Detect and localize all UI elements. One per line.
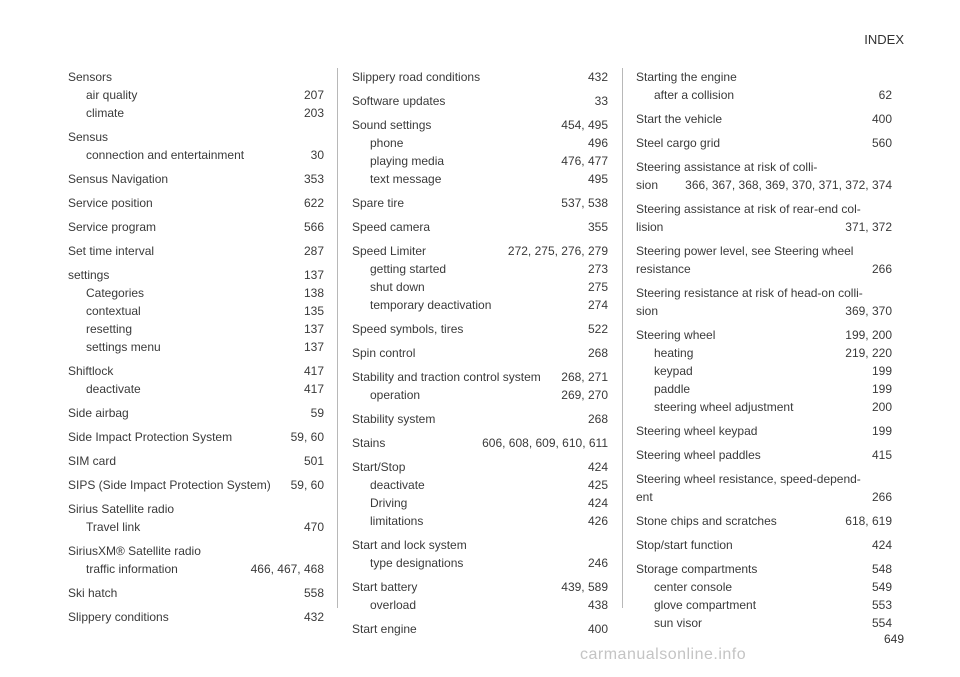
index-pages: 275	[587, 280, 608, 294]
index-subentry	[352, 134, 608, 152]
watermark: carmanualsonline.info	[580, 646, 747, 663]
column-divider	[337, 68, 338, 608]
index-entry	[352, 434, 608, 452]
index-entry	[636, 560, 892, 632]
index-subterm: settings menu	[86, 340, 161, 354]
index-pages: 537, 538	[561, 196, 608, 210]
index-entry	[352, 194, 608, 212]
index-subterm: steering wheel adjustment	[654, 400, 794, 414]
index-term: Starting the engine	[636, 70, 737, 84]
index-term: Start/Stop	[352, 460, 406, 474]
index-pages: 274	[587, 298, 608, 312]
index-subentry	[636, 344, 892, 362]
index-pages: 560	[871, 136, 892, 150]
index-term: Sound settings	[352, 118, 432, 132]
index-term: Storage compartments	[636, 562, 758, 576]
index-term: Sirius Satellite radio	[68, 502, 175, 516]
index-subentry	[352, 386, 608, 404]
index-pages: 30	[310, 148, 324, 162]
index-pages: 439, 589	[561, 580, 608, 594]
index-term: lision	[636, 220, 664, 234]
index-term: Stone chips and scratches	[636, 514, 777, 528]
index-entry	[352, 242, 608, 314]
index-subentry	[68, 320, 324, 338]
index-pages: 549	[871, 580, 892, 594]
index-term: SiriusXM® Satellite radio	[68, 544, 201, 558]
index-row	[352, 92, 608, 110]
index-subentry	[68, 284, 324, 302]
index-subentry	[68, 380, 324, 398]
index-entry	[352, 68, 608, 86]
index-pages: 566	[303, 220, 324, 234]
index-subterm: after a collision	[654, 88, 735, 102]
index-term: Shiftlock	[68, 364, 114, 378]
index-pages: 371, 372	[845, 220, 892, 234]
index-pages: 466, 467, 468	[250, 562, 324, 576]
index-row	[352, 116, 608, 134]
index-subentry	[68, 86, 324, 104]
index-row	[68, 68, 324, 86]
index-row	[68, 500, 324, 518]
index-subentry	[68, 518, 324, 536]
index-pages: 203	[303, 106, 324, 120]
index-entry	[636, 326, 892, 416]
index-entry	[636, 110, 892, 128]
index-pages: 496	[587, 136, 608, 150]
index-row	[68, 362, 324, 380]
index-subterm: getting started	[370, 262, 447, 276]
index-subentry	[636, 398, 892, 416]
index-entry	[636, 134, 892, 152]
index-entry	[636, 536, 892, 554]
index-row	[636, 218, 892, 236]
index-term: ent	[636, 490, 653, 504]
index-column-1	[68, 68, 324, 632]
index-row	[636, 326, 892, 344]
index-pages: 476, 477	[561, 154, 608, 168]
index-pages: 622	[303, 196, 324, 210]
index-pages: 400	[587, 622, 608, 636]
index-subentry	[636, 578, 892, 596]
index-row	[352, 368, 608, 386]
index-subterm: climate	[86, 106, 125, 120]
index-row	[636, 110, 892, 128]
index-term: Slippery road conditions	[352, 70, 481, 84]
index-row	[352, 434, 608, 452]
index-term: Spin control	[352, 346, 416, 360]
index-pages: 59	[310, 406, 324, 420]
index-entry	[68, 68, 324, 122]
index-pages: 553	[871, 598, 892, 612]
index-term: Steering resistance at risk of head-on colli-	[636, 286, 863, 300]
index-pages: 426	[587, 514, 608, 528]
index-subterm: operation	[370, 388, 421, 402]
index-term: Service position	[68, 196, 153, 210]
index-subterm: sun visor	[654, 616, 703, 630]
index-entry	[68, 452, 324, 470]
index-pages: 268, 271	[561, 370, 608, 384]
index-subentry	[636, 614, 892, 632]
index-subentry	[352, 494, 608, 512]
index-pages: 425	[587, 478, 608, 492]
index-subentry	[636, 86, 892, 104]
index-term: SIM card	[68, 454, 117, 468]
index-row	[68, 476, 324, 494]
index-pages: 415	[871, 448, 892, 462]
index-pages: 273	[587, 262, 608, 276]
index-term: resistance	[636, 262, 691, 276]
index-row	[636, 536, 892, 554]
index-row	[636, 260, 892, 278]
index-row	[352, 536, 608, 554]
index-pages: 424	[587, 460, 608, 474]
index-term: SIPS (Side Impact Protection System)	[68, 478, 271, 492]
index-term: Steering power level, see Steering wheel	[636, 244, 854, 258]
index-pages: 200	[871, 400, 892, 414]
index-term: Start engine	[352, 622, 417, 636]
index-row	[68, 404, 324, 422]
index-row	[636, 512, 892, 530]
index-row	[636, 422, 892, 440]
index-subentry	[636, 362, 892, 380]
index-term: Start the vehicle	[636, 112, 723, 126]
index-row	[352, 218, 608, 236]
index-entry	[352, 578, 608, 614]
index-subterm: contextual	[86, 304, 141, 318]
index-row	[352, 194, 608, 212]
index-pages: 454, 495	[561, 118, 608, 132]
index-subentry	[68, 146, 324, 164]
index-subterm: deactivate	[370, 478, 425, 492]
index-entry	[68, 194, 324, 212]
index-subentry	[68, 302, 324, 320]
index-pages: 266	[871, 490, 892, 504]
index-entry	[352, 92, 608, 110]
index-pages: 353	[303, 172, 324, 186]
index-entry	[352, 458, 608, 530]
index-entry	[68, 242, 324, 260]
index-term: Steering assistance at risk of colli-	[636, 160, 818, 174]
index-subterm: Travel link	[86, 520, 141, 534]
index-row	[68, 608, 324, 626]
index-subentry	[352, 170, 608, 188]
index-pages: 269, 270	[561, 388, 608, 402]
index-subterm: connection and entertainment	[86, 148, 245, 162]
index-term: settings	[68, 268, 110, 282]
index-subterm: keypad	[654, 364, 693, 378]
index-entry	[636, 470, 892, 506]
index-subentry	[68, 560, 324, 578]
index-entry	[68, 128, 324, 164]
index-subterm: center console	[654, 580, 733, 594]
index-subterm: glove compartment	[654, 598, 757, 612]
index-row	[68, 584, 324, 602]
index-row	[352, 344, 608, 362]
index-entry	[636, 242, 892, 278]
index-subterm: air quality	[86, 88, 138, 102]
index-term: Slippery conditions	[68, 610, 169, 624]
index-subterm: heating	[654, 346, 694, 360]
index-subentry	[352, 554, 608, 572]
index-row	[636, 446, 892, 464]
index-term: Stability system	[352, 412, 436, 426]
index-pages: 199	[871, 382, 892, 396]
index-subterm: limitations	[370, 514, 424, 528]
index-entry	[68, 500, 324, 536]
index-row	[636, 302, 892, 320]
index-pages: 135	[303, 304, 324, 318]
index-row	[352, 578, 608, 596]
index-term: Steel cargo grid	[636, 136, 721, 150]
index-pages: 59, 60	[290, 478, 324, 492]
index-row	[68, 242, 324, 260]
index-entry	[636, 200, 892, 236]
index-entry	[352, 410, 608, 428]
index-entry	[68, 266, 324, 356]
index-pages: 33	[594, 94, 608, 108]
index-entry	[68, 428, 324, 446]
index-row	[352, 410, 608, 428]
index-subentry	[352, 278, 608, 296]
index-subentry	[636, 380, 892, 398]
index-subterm: temporary deactivation	[370, 298, 492, 312]
index-pages: 207	[303, 88, 324, 102]
index-pages: 432	[303, 610, 324, 624]
index-pages: 199, 200	[845, 328, 892, 342]
index-subterm: Categories	[86, 286, 145, 300]
index-pages: 417	[303, 364, 324, 378]
index-pages: 137	[303, 322, 324, 336]
index-term: Service program	[68, 220, 157, 234]
index-pages: 417	[303, 382, 324, 396]
index-entry	[352, 368, 608, 404]
index-term: Sensus Navigation	[68, 172, 169, 186]
index-entry	[352, 320, 608, 338]
index-entry	[636, 158, 892, 194]
index-entry	[352, 218, 608, 236]
index-pages: 424	[871, 538, 892, 552]
index-column-3	[636, 68, 892, 638]
index-subentry	[68, 104, 324, 122]
index-pages: 558	[303, 586, 324, 600]
index-entry	[68, 542, 324, 578]
index-term: Set time interval	[68, 244, 155, 258]
index-entry	[68, 170, 324, 188]
index-subterm: type designations	[370, 556, 464, 570]
index-pages: 355	[587, 220, 608, 234]
index-pages: 501	[303, 454, 324, 468]
page-number: 649	[883, 632, 904, 646]
index-row	[636, 488, 892, 506]
index-term: sion	[636, 304, 659, 318]
page-header-title: INDEX	[864, 32, 904, 47]
index-pages: 495	[587, 172, 608, 186]
index-column-2	[352, 68, 608, 644]
index-pages: 246	[587, 556, 608, 570]
index-term: Spare tire	[352, 196, 405, 210]
index-pages: 199	[871, 424, 892, 438]
index-pages: 268	[587, 412, 608, 426]
index-row	[68, 452, 324, 470]
index-pages: 266	[871, 262, 892, 276]
index-pages: 369, 370	[845, 304, 892, 318]
index-subterm: playing media	[370, 154, 445, 168]
index-row	[68, 128, 324, 146]
index-subterm: shut down	[370, 280, 425, 294]
index-term: Side Impact Protection System	[68, 430, 233, 444]
index-subterm: overload	[370, 598, 417, 612]
index-term: Speed symbols, tires	[352, 322, 464, 336]
index-subentry	[68, 338, 324, 356]
index-term: Stability and traction control system	[352, 370, 541, 384]
index-row	[68, 218, 324, 236]
index-entry	[68, 608, 324, 626]
index-term: Sensus	[68, 130, 109, 144]
index-pages: 438	[587, 598, 608, 612]
index-entry	[352, 344, 608, 362]
index-entry	[68, 218, 324, 236]
index-term: sion	[636, 178, 659, 192]
index-row	[68, 428, 324, 446]
index-term: Ski hatch	[68, 586, 118, 600]
index-row	[352, 458, 608, 476]
index-pages: 219, 220	[845, 346, 892, 360]
index-entry	[636, 284, 892, 320]
index-entry	[352, 620, 608, 638]
index-pages: 522	[587, 322, 608, 336]
index-term: Steering wheel resistance, speed-depend-	[636, 472, 861, 486]
index-term: Software updates	[352, 94, 446, 108]
index-entry	[68, 362, 324, 398]
index-entry	[636, 422, 892, 440]
index-row	[636, 176, 892, 194]
index-row	[68, 170, 324, 188]
index-row	[352, 620, 608, 638]
column-divider	[622, 68, 623, 608]
index-subterm: resetting	[86, 322, 133, 336]
index-term: Stop/start function	[636, 538, 733, 552]
index-pages: 554	[871, 616, 892, 630]
index-subterm: deactivate	[86, 382, 141, 396]
index-term: Start and lock system	[352, 538, 467, 552]
index-pages: 199	[871, 364, 892, 378]
index-pages: 548	[871, 562, 892, 576]
index-entry	[68, 584, 324, 602]
index-term: Sensors	[68, 70, 113, 84]
index-pages: 287	[303, 244, 324, 258]
index-entry	[352, 116, 608, 188]
index-term: Start battery	[352, 580, 418, 594]
index-term: Steering wheel	[636, 328, 716, 342]
index-pages: 400	[871, 112, 892, 126]
index-pages: 606, 608, 609, 610, 611	[482, 436, 608, 450]
index-pages: 268	[587, 346, 608, 360]
index-row	[68, 542, 324, 560]
index-subentry	[352, 296, 608, 314]
index-pages: 618, 619	[845, 514, 892, 528]
index-subterm: traffic information	[86, 562, 178, 576]
index-row	[636, 68, 892, 86]
index-entry	[636, 446, 892, 464]
index-subentry	[352, 476, 608, 494]
index-term: Steering wheel paddles	[636, 448, 761, 462]
index-pages: 424	[587, 496, 608, 510]
index-row	[68, 266, 324, 284]
index-row	[636, 560, 892, 578]
index-term: Stains	[352, 436, 386, 450]
index-subentry	[636, 596, 892, 614]
index-row	[636, 134, 892, 152]
index-entry	[636, 512, 892, 530]
index-subterm: phone	[370, 136, 404, 150]
index-row	[352, 68, 608, 86]
index-entry	[636, 68, 892, 104]
index-row	[352, 242, 608, 260]
index-subentry	[352, 596, 608, 614]
index-term: Steering wheel keypad	[636, 424, 758, 438]
index-term: Steering assistance at risk of rear-end col-	[636, 202, 861, 216]
index-row	[68, 194, 324, 212]
index-term: Speed camera	[352, 220, 431, 234]
index-row	[352, 320, 608, 338]
index-entry	[352, 536, 608, 572]
index-pages: 137	[303, 268, 324, 282]
index-entry	[68, 476, 324, 494]
index-term: Side airbag	[68, 406, 129, 420]
index-term: Speed Limiter	[352, 244, 427, 258]
index-pages: 62	[878, 88, 892, 102]
index-subentry	[352, 260, 608, 278]
index-subterm: text message	[370, 172, 442, 186]
index-subentry	[352, 512, 608, 530]
index-pages: 138	[303, 286, 324, 300]
index-pages: 59, 60	[290, 430, 324, 444]
index-subterm: paddle	[654, 382, 691, 396]
index-entry	[68, 404, 324, 422]
index-pages: 366, 367, 368, 369, 370, 371, 372, 374	[685, 178, 892, 192]
index-pages: 470	[303, 520, 324, 534]
index-pages: 137	[303, 340, 324, 354]
index-pages: 432	[587, 70, 608, 84]
index-subterm: Driving	[370, 496, 408, 510]
index-subentry	[352, 152, 608, 170]
index-pages: 272, 275, 276, 279	[507, 244, 608, 258]
